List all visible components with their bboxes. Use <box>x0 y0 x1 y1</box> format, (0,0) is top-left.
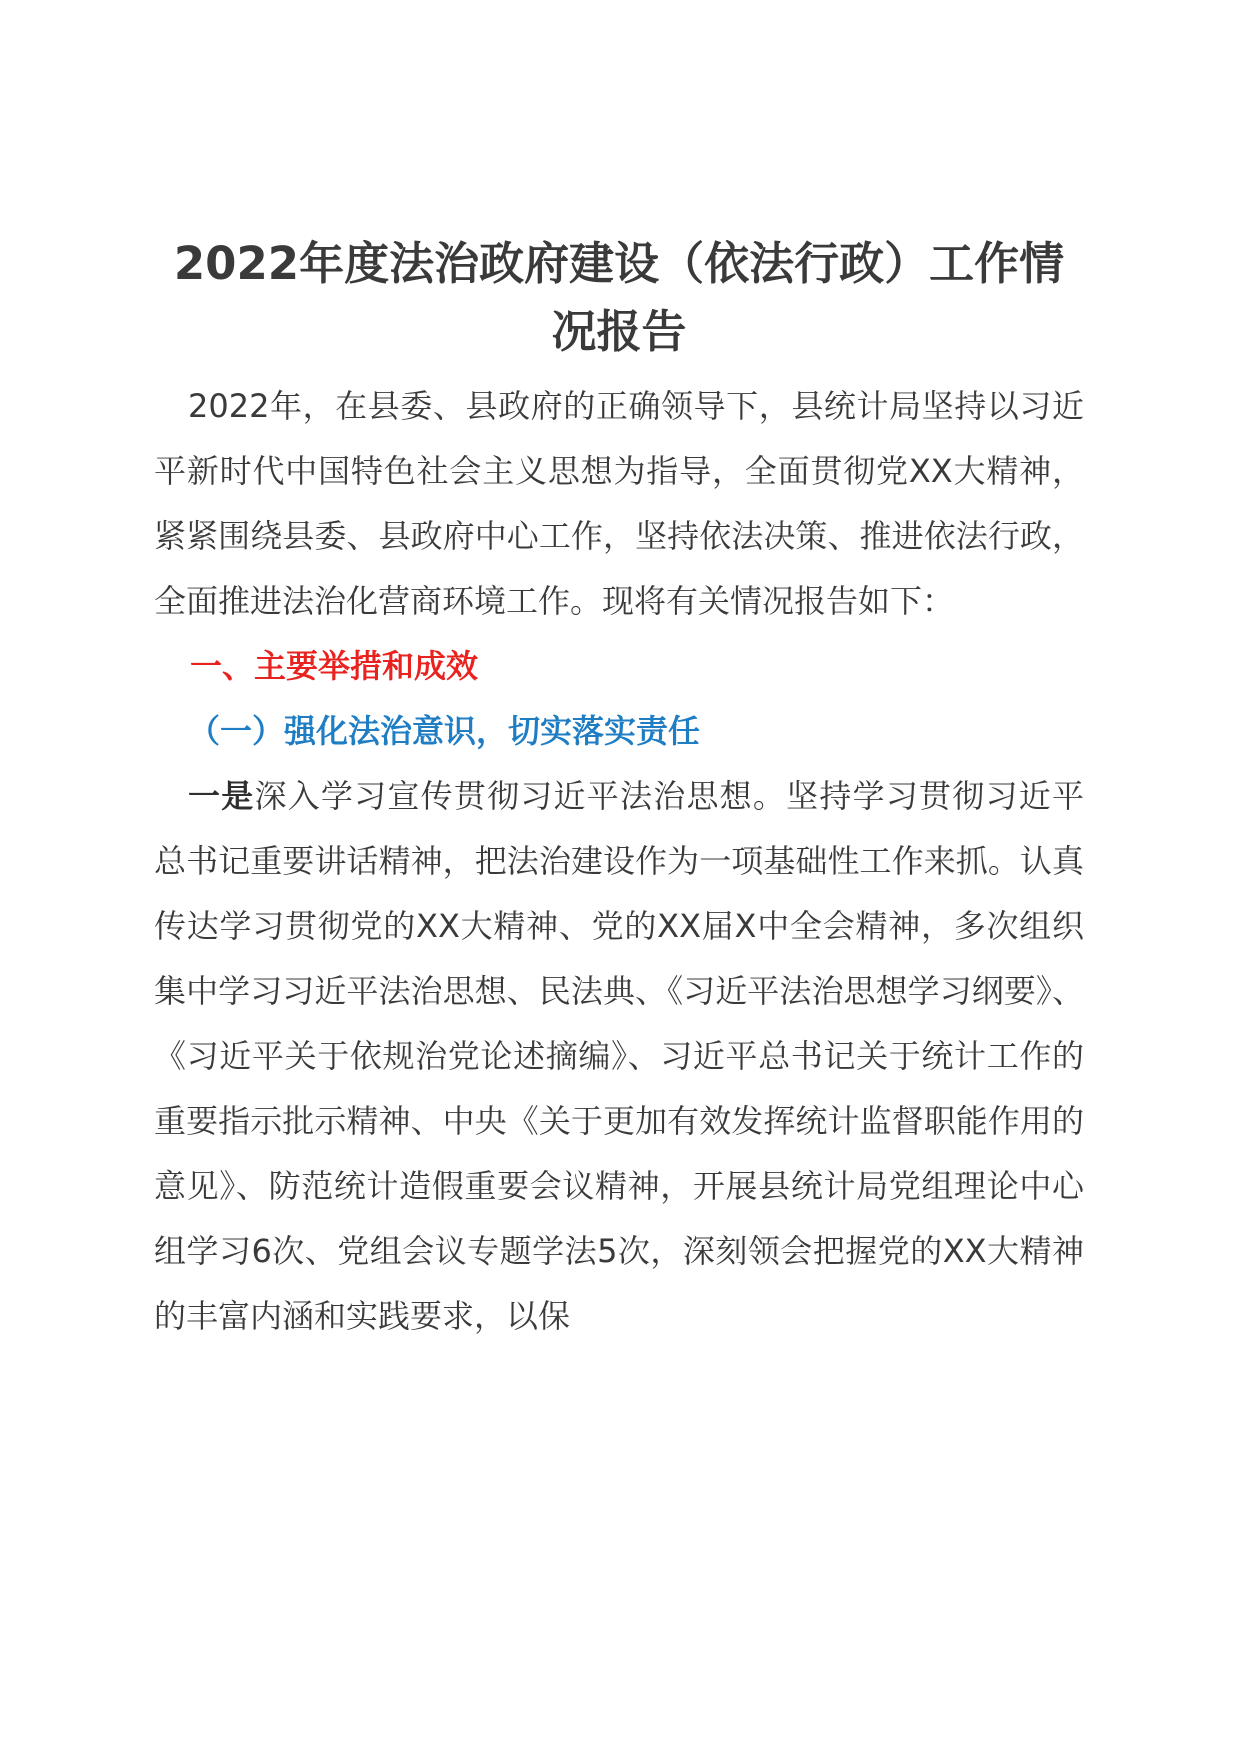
document-page <box>154 230 1084 1349</box>
body-paragraph <box>154 764 1084 1349</box>
subsection-heading: （一）强化法治意识，切实落实责任 <box>188 712 701 750</box>
section-heading: 一、主要举措和成效 <box>190 647 479 685</box>
point-text: 深入学习宣传贯彻习近平法治思想。坚持学习贯彻习近平总书记重要讲话精神，把法治建设作为一项基础性工作来抓。认真传达学习贯彻党的XX大精神、党的XX届X中全会精神，多次组织集中学习习近平法治思想、民法典、《习近平法治思想学习纲要》、《习近平关于依规治党论述摘编》、习近平总书记关于统计工作的重要指示批示精神、中央《关于更加有效发挥统计监督职能作用的意见》、防范统计造假重要会议精神，开展县统计局党组理论中心组学习6次、党组会议专题学法5次，深刻领会把握党的XX大精神的丰富内涵和实践要求，以保 <box>154 777 1084 1335</box>
document-title: 2022年度法治政府建设（依法行政）工作情况报告 <box>173 237 1065 358</box>
intro-paragraph: 2022年，在县委、县政府的正确领导下，县统计局坚持以习近平新时代中国特色社会主义思想为指导，全面贯彻党XX大精神，紧紧围绕县委、县政府中心工作，坚持依法决策、推进依法行政，全面推进法治化营商环境工作。现将有关情况报告如下： <box>154 387 1084 620</box>
point-lead: 一是 <box>188 777 255 815</box>
